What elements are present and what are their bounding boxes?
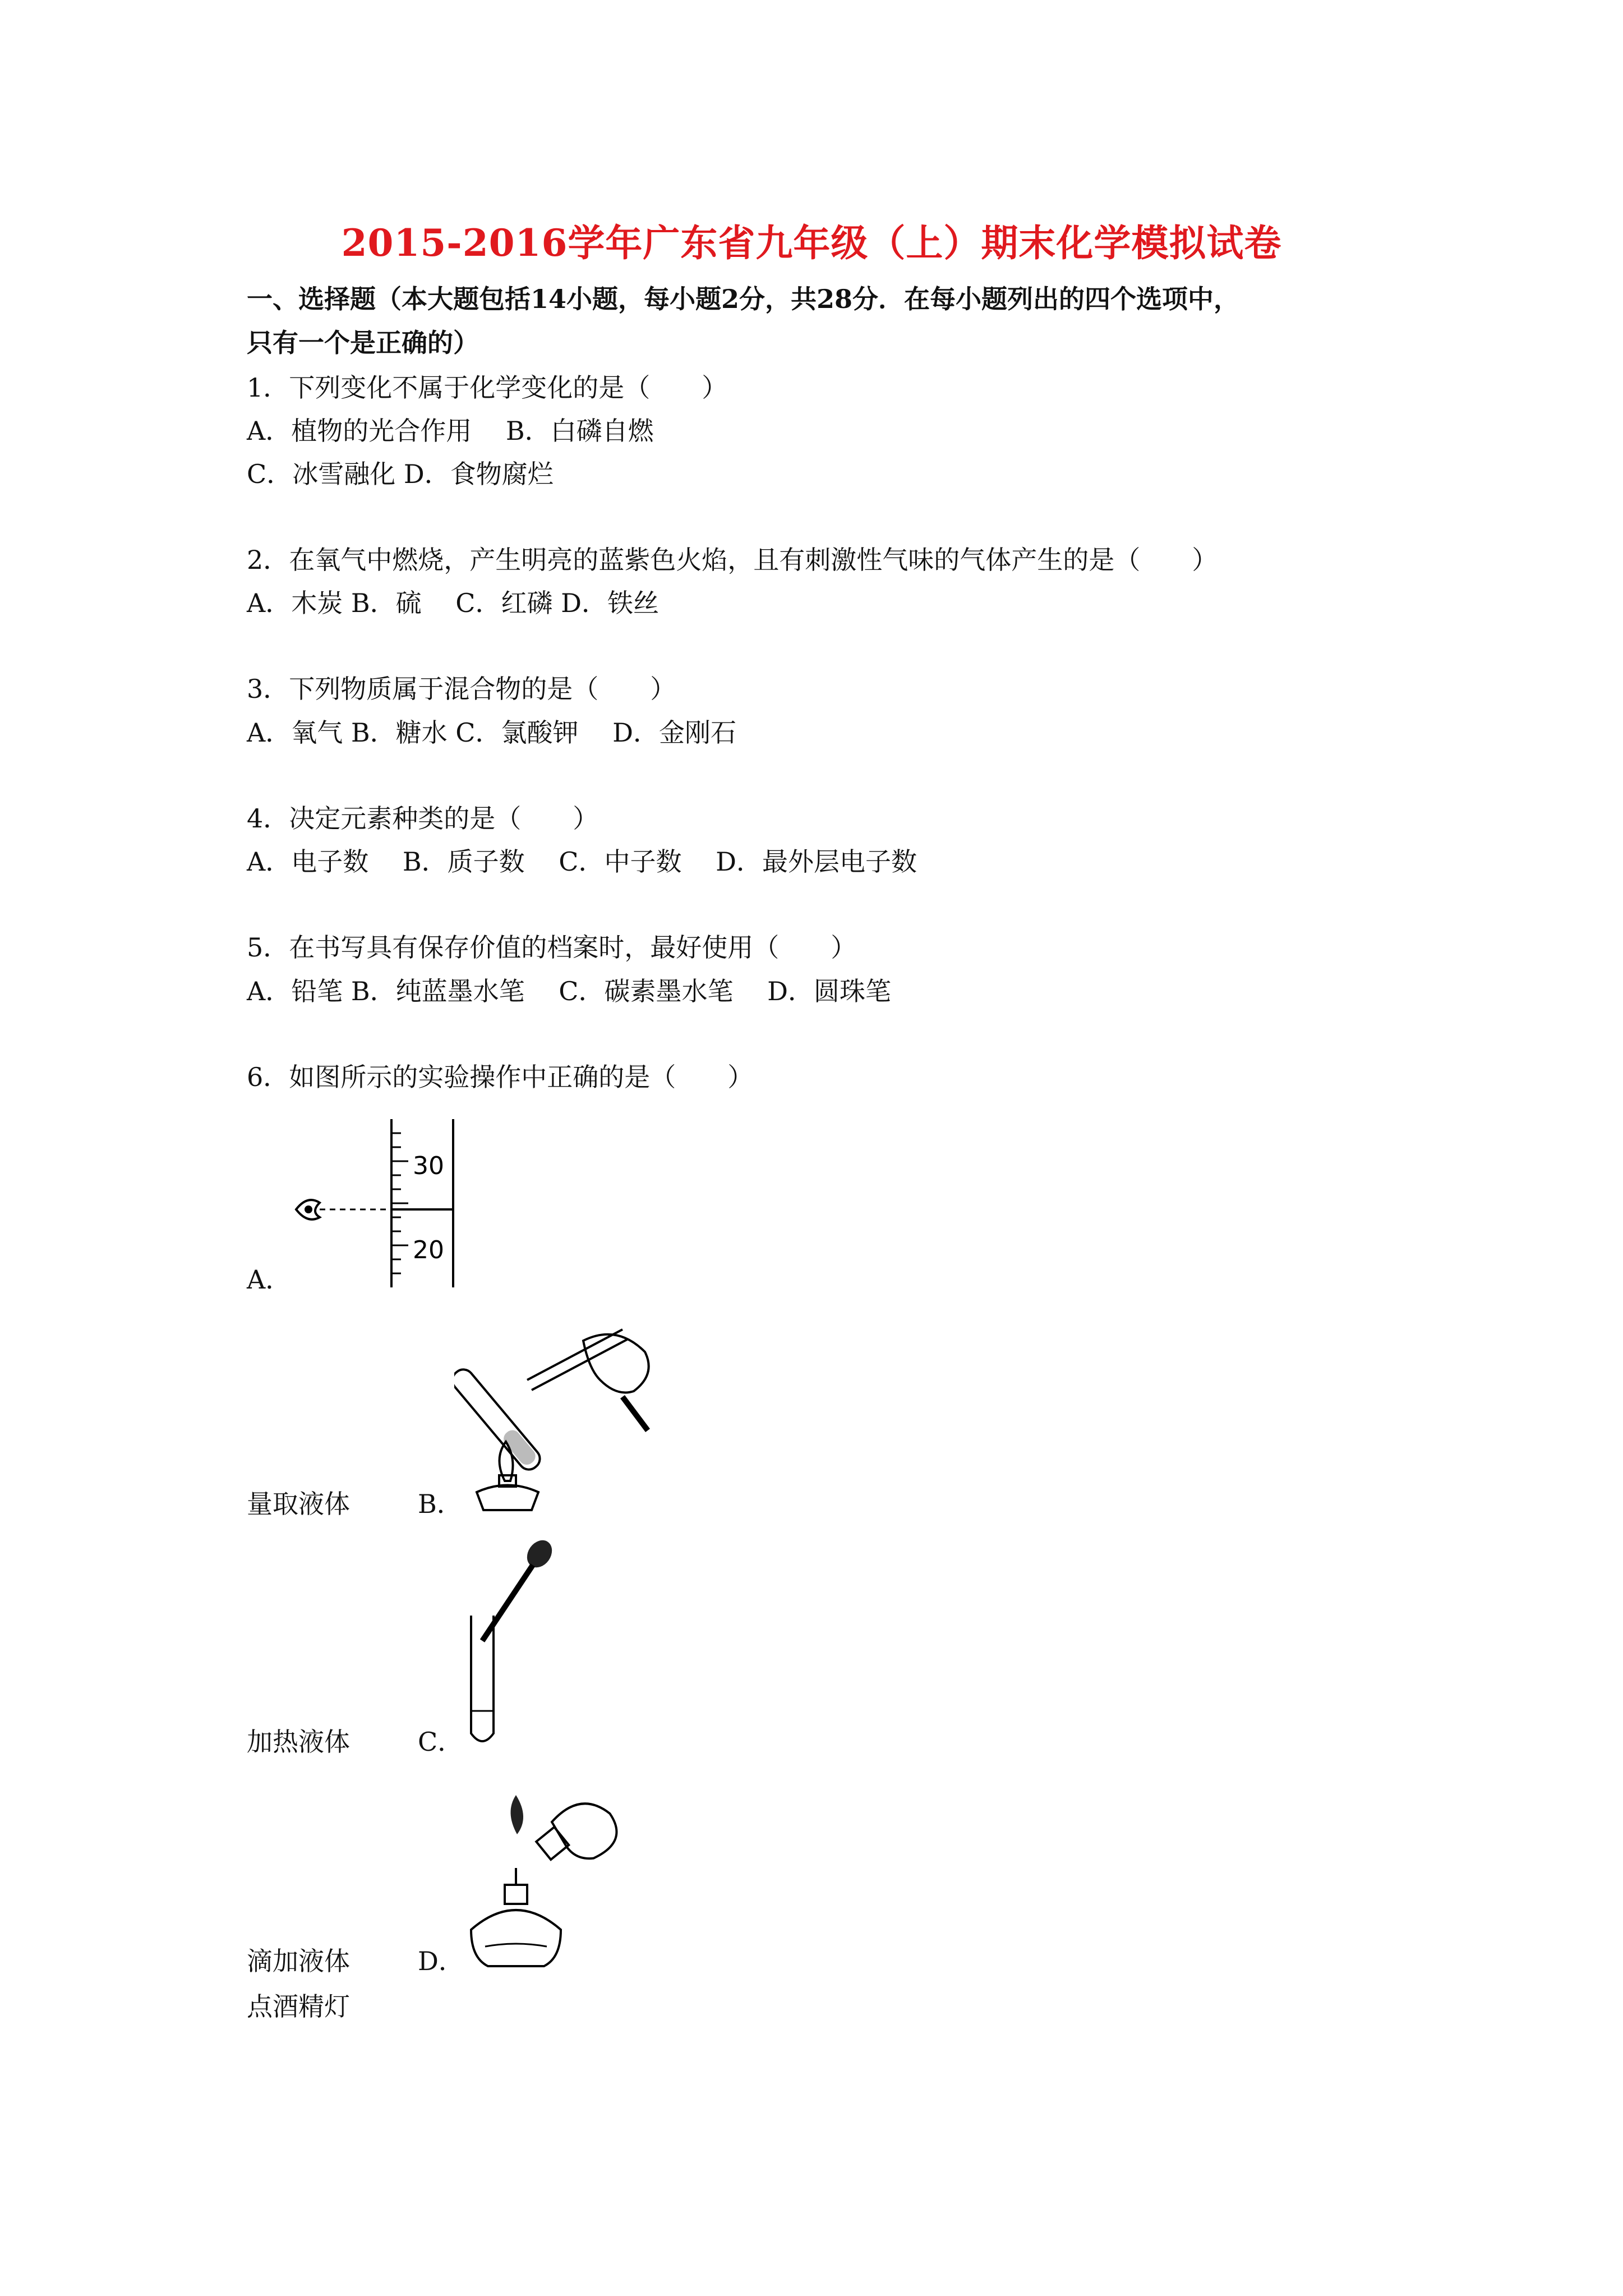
figure-c-label: C． (418, 1727, 464, 1757)
figure-d-label: D． (418, 1946, 464, 1976)
section-heading-line2: 只有一个是正确的） (247, 328, 479, 358)
page-title: 2015-2016学年广东省九年级（上）期末化学模拟试卷 (341, 221, 1282, 265)
question-1-options-line2: C．冰雪融化 D．食物腐烂 (247, 459, 554, 489)
eye-icon (296, 1200, 320, 1220)
figure-a-label: A． (247, 1264, 292, 1295)
figure-b-heat-liquid (454, 1313, 667, 1515)
question-4-options: A．电子数 B．质子数 C．中子数 D．最外层电子数 (247, 846, 917, 877)
question-6-stem: 6．如图所示的实验操作中正确的是（ ） (247, 1062, 754, 1092)
question-1-stem: 1．下列变化不属于化学变化的是（ ） (247, 372, 728, 403)
figure-c-caption: 滴加液体 (247, 1946, 350, 1976)
question-4-stem: 4．决定元素种类的是（ ） (247, 803, 599, 834)
figure-d-caption: 点酒精灯 (247, 1991, 350, 2022)
question-2-stem: 2．在氧气中燃烧，产生明亮的蓝紫色火焰，且有刺激性气味的气体产生的是（ ） (247, 545, 1218, 575)
figure-b-caption: 加热液体 (247, 1727, 350, 1757)
question-5-stem: 5．在书写具有保存价值的档案时，最好使用（ ） (247, 932, 857, 963)
question-3-options: A．氧气 B．糖水 C．氯酸钾 D．金刚石 (247, 717, 736, 748)
question-3-stem: 3．下列物质属于混合物的是（ ） (247, 674, 676, 704)
figure-d-light-lamp (454, 1778, 634, 1980)
scale-label-20: 20 (413, 1236, 444, 1264)
question-1-options-line1: A．植物的光合作用 B．白磷自燃 (247, 416, 654, 446)
scale-label-30: 30 (413, 1152, 444, 1180)
figure-a-read-cylinder (286, 1116, 465, 1290)
question-2-options: A．木炭 B．硫 C．红磷 D．铁丝 (247, 588, 659, 618)
figure-b-label: B． (418, 1489, 463, 1519)
figure-c-drop-liquid (454, 1537, 566, 1750)
figure-a-caption: 量取液体 (247, 1489, 350, 1519)
section-heading-line1: 一、选择题（本大题包括14小题，每小题2分，共28分．在每小题列出的四个选项中， (247, 284, 1240, 314)
question-5-options: A．铅笔 B．纯蓝墨水笔 C．碳素墨水笔 D．圆珠笔 (247, 976, 891, 1006)
